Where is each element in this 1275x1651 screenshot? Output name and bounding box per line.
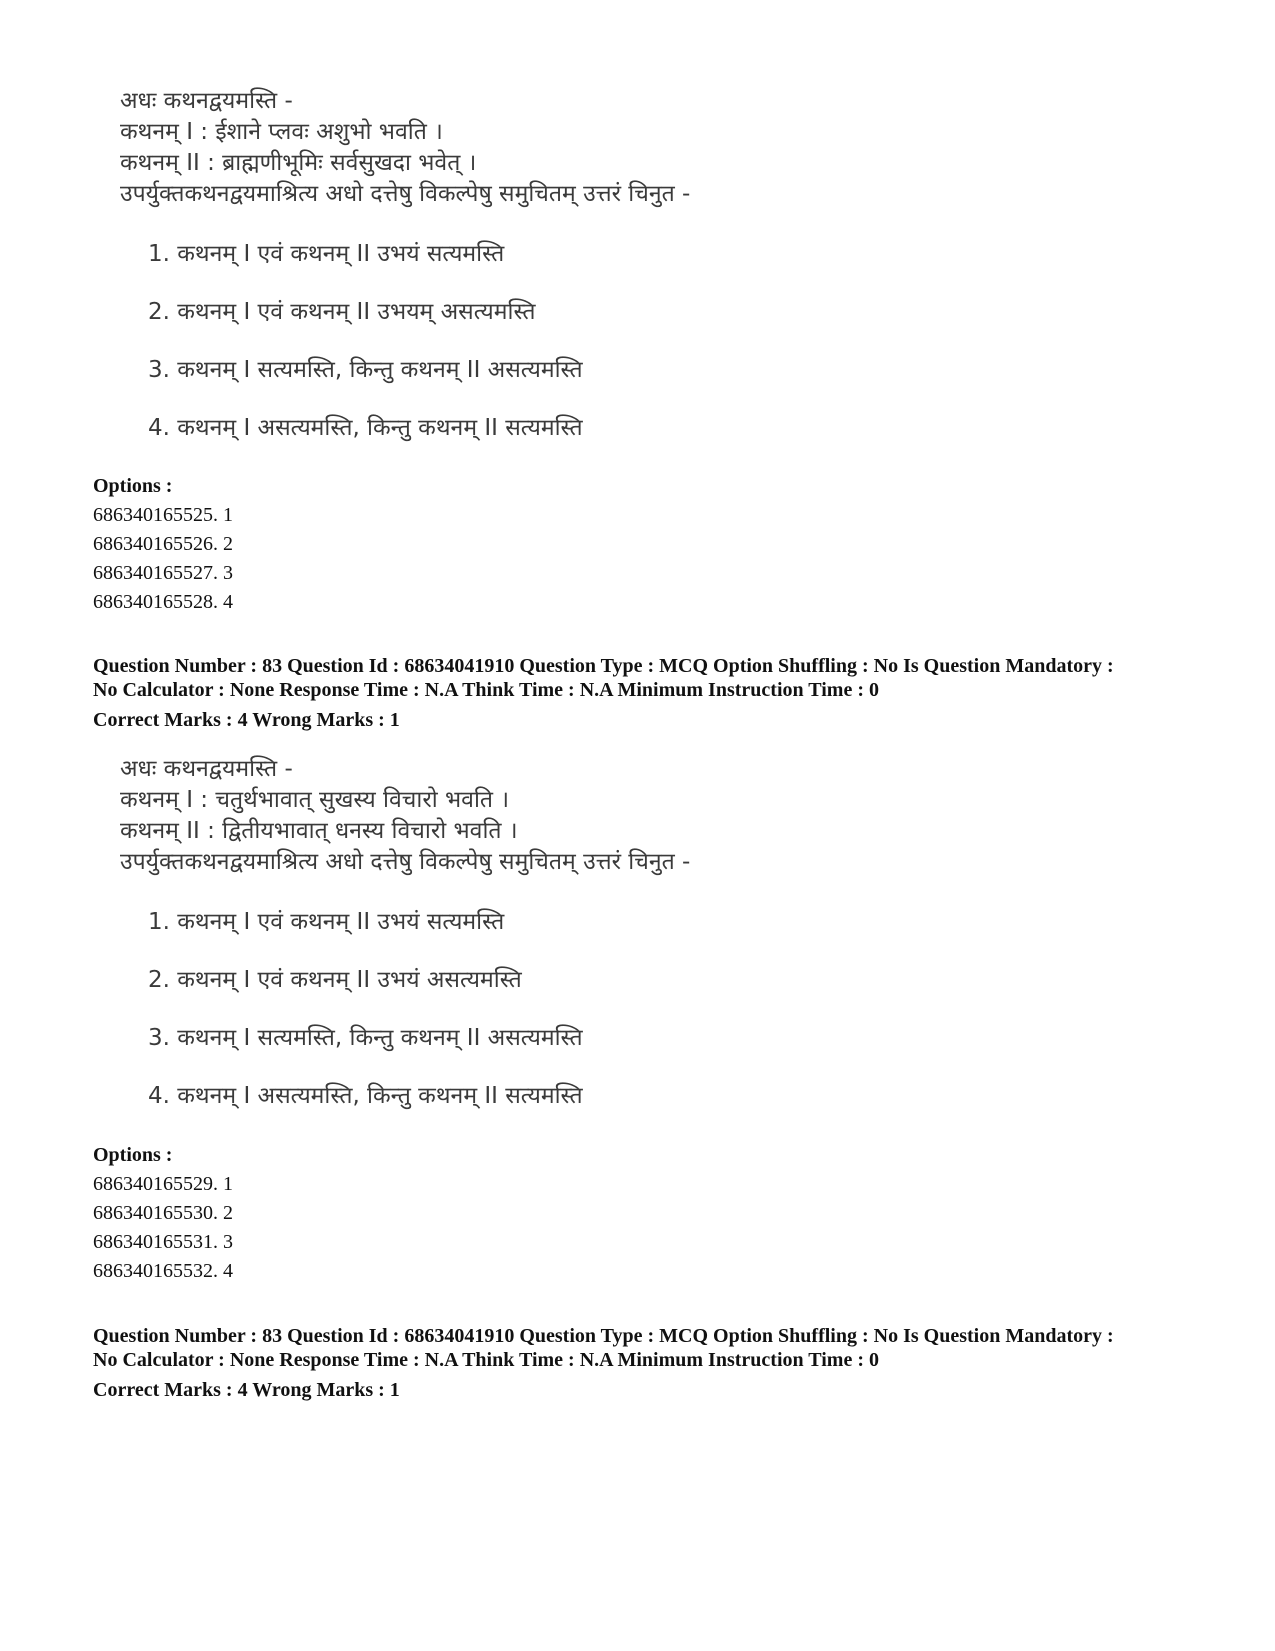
option-item: 686340165527. 3: [93, 562, 233, 584]
question-instruction: उपर्युक्तकथनद्वयमाश्रित्य अधो दत्तेषु विकल्पेषु समुचितम् उत्तरं चिनुत -: [120, 849, 691, 875]
question-meta: [93, 654, 1213, 733]
question-instruction: उपर्युक्तकथनद्वयमाश्रित्य अधो दत्तेषु विकल्पेषु समुचितम् उत्तरं चिनुत -: [120, 181, 691, 207]
choice-item: 1. कथनम् I एवं कथनम् II उभयं सत्यमस्ति: [148, 909, 505, 935]
choice-list: [120, 225, 1020, 457]
choice-item: 1. कथनम् I एवं कथनम् II उभयं सत्यमस्ति: [148, 241, 505, 267]
choice-item: 3. कथनम् I सत्यमस्ति, किन्तु कथनम् II असत्यमस्ति: [148, 1025, 583, 1051]
question-image: [120, 86, 1020, 457]
question-image: [120, 754, 1020, 1125]
option-item: 686340165525. 1: [93, 504, 233, 526]
statement-2: कथनम् II : द्वितीयभावात् धनस्य विचारो भवति ।: [120, 818, 518, 844]
choice-item: 2. कथनम् I एवं कथनम् II उभयं असत्यमस्ति: [148, 967, 522, 993]
meta-line: Question Number : 83 Question Id : 68634041910 Question Type : MCQ Option Shuffling : No Is Question Mandatory :: [93, 1325, 1114, 1347]
option-item: 686340165531. 3: [93, 1231, 233, 1253]
marks-line: Correct Marks : 4 Wrong Marks : 1: [93, 1379, 400, 1401]
option-item: 686340165526. 2: [93, 533, 233, 555]
options-title: Options :: [93, 475, 173, 497]
option-item: 686340165528. 4: [93, 591, 233, 613]
choice-item: 2. कथनम् I एवं कथनम् II उभयम् असत्यमस्ति: [148, 299, 536, 325]
statement-1: कथनम् I : चतुर्थभावात् सुखस्य विचारो भवति ।: [120, 787, 510, 813]
options-block: [93, 1141, 233, 1286]
question-intro: अधः कथनद्वयमस्ति -: [120, 88, 293, 114]
meta-line: No Calculator : None Response Time : N.A Think Time : N.A Minimum Instruction Time : 0: [93, 679, 879, 701]
choice-item: 4. कथनम् I असत्यमस्ति, किन्तु कथनम् II सत्यमस्ति: [148, 1083, 583, 1109]
choice-item: 4. कथनम् I असत्यमस्ति, किन्तु कथनम् II सत्यमस्ति: [148, 415, 583, 441]
meta-line: Question Number : 83 Question Id : 68634041910 Question Type : MCQ Option Shuffling : No Is Question Mandatory :: [93, 655, 1114, 677]
option-item: 686340165530. 2: [93, 1202, 233, 1224]
choice-list: [120, 893, 1020, 1125]
statement-1: कथनम् I : ईशाने प्लवः अशुभो भवति ।: [120, 119, 443, 145]
marks-line: Correct Marks : 4 Wrong Marks : 1: [93, 709, 400, 731]
question-meta: [93, 1324, 1213, 1403]
options-title: Options :: [93, 1144, 173, 1166]
statement-2: कथनम् II : ब्राह्मणीभूमिः सर्वसुखदा भवेत् ।: [120, 150, 477, 176]
question-intro: अधः कथनद्वयमस्ति -: [120, 756, 293, 782]
option-item: 686340165529. 1: [93, 1173, 233, 1195]
option-item: 686340165532. 4: [93, 1260, 233, 1282]
choice-item: 3. कथनम् I सत्यमस्ति, किन्तु कथनम् II असत्यमस्ति: [148, 357, 583, 383]
meta-line: No Calculator : None Response Time : N.A Think Time : N.A Minimum Instruction Time : 0: [93, 1349, 879, 1371]
options-block: [93, 472, 233, 617]
